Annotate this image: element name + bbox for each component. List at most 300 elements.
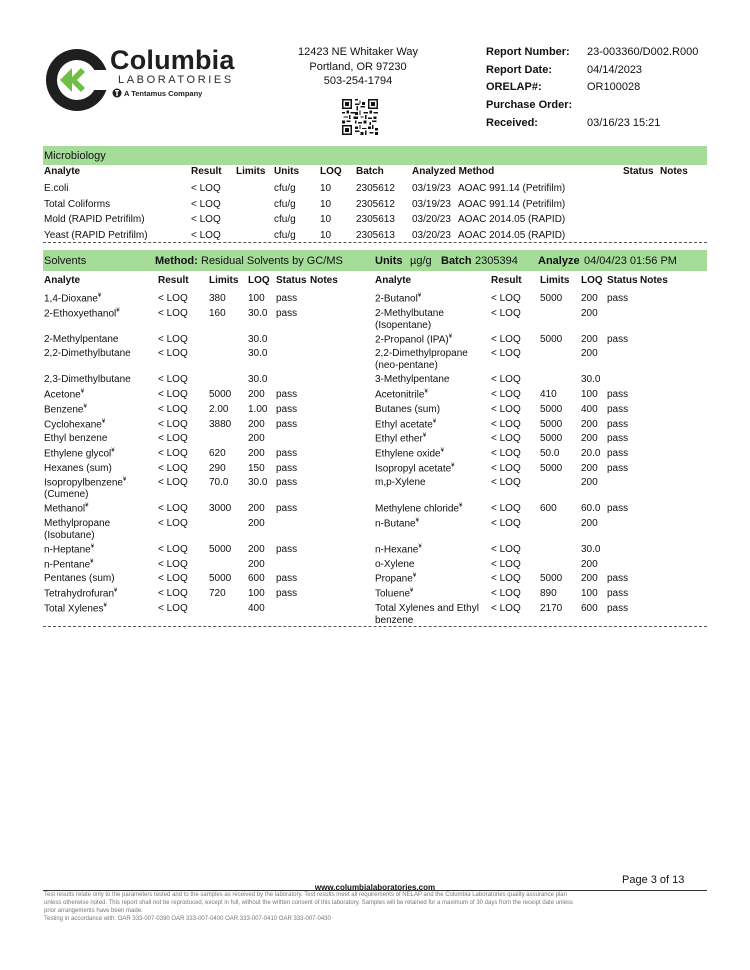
report-info-label: Received: [486, 116, 538, 129]
accreditation-mark: ¥ [83, 403, 87, 410]
report-info-row [486, 45, 716, 63]
micro-cell-units: cfu/g [274, 198, 296, 210]
solvent-loq: 200 [581, 307, 598, 319]
address-line1: 12423 NE Whitaker Way [297, 46, 419, 58]
solvent-analyte-name: Pentanes (sum) [44, 573, 115, 585]
solvent-analyte-name: m,p-Xylene [375, 477, 426, 489]
disclaimer-line: unless otherwise noted. This report shall not be reproduced, except in full, without the written consent of this laboratory. Samples will be retained for a maximum of 30 days from the receipt date unless [44, 900, 574, 906]
solvent-analyte [44, 463, 112, 474]
solvent-analyte-line2: (Cumene) [44, 489, 89, 501]
solvent-loq: 60.0 [581, 503, 601, 515]
report-info-value: 23-003360/D002.R000 [587, 46, 699, 58]
micro-cell-units: cfu/g [274, 229, 296, 241]
solvent-status: pass [276, 503, 298, 515]
report-info-row [486, 80, 716, 98]
solvent-result: < LOQ [491, 403, 521, 415]
solvent-result: < LOQ [158, 389, 188, 401]
solvent-limits: 3000 [209, 503, 232, 515]
solvent-result: < LOQ [158, 447, 188, 459]
solvent-analyte-name: 2,3-Dimethylbutane [44, 374, 131, 386]
solvent-status: pass [607, 389, 629, 401]
solvents-batch-value: 2305394 [475, 255, 518, 267]
solvent-result: < LOQ [158, 573, 188, 585]
report-info-label: Purchase Order: [486, 99, 573, 112]
micro-header-status: Status [623, 166, 654, 177]
solvent-analyte-name: n-Heptane [44, 544, 91, 556]
solvent-loq: 200 [248, 447, 265, 459]
solvent-analyte [44, 448, 115, 459]
solvents-units-value: µg/g [410, 255, 432, 267]
accreditation-mark: ¥ [116, 307, 120, 314]
solvent-loq: 400 [248, 602, 265, 614]
report-info-label: Report Date: [486, 63, 553, 76]
solvent-status: pass [607, 573, 629, 585]
solvent-analyte-line2: (neo-pentane) [375, 360, 438, 372]
solvent-result: < LOQ [491, 374, 521, 386]
solvent-analyte [375, 503, 462, 514]
solvent-analyte [44, 518, 110, 529]
address-line2: Portland, OR 97230 [309, 60, 407, 73]
accreditation-mark: ¥ [111, 447, 115, 454]
logo-subtitle: LABORATORIES [118, 74, 234, 86]
micro-cell-loq: 10 [320, 229, 332, 241]
solvents-batch-label: Batch [441, 255, 472, 267]
solvent-result: < LOQ [158, 602, 188, 614]
solvent-limits: 5000 [540, 573, 563, 585]
accreditation-mark: ¥ [417, 293, 422, 299]
micro-cell-analyte: E.coli [44, 183, 69, 194]
solvent-status: pass [276, 307, 298, 319]
solvent-status: pass [607, 447, 629, 459]
solvents-divider [43, 626, 707, 627]
solvents-analyze-label: Analyze [538, 255, 580, 267]
solvent-loq: 30.0 [248, 374, 268, 386]
solvent-loq: 200 [581, 348, 598, 360]
micro-header-units: Units [274, 166, 299, 177]
solvent-limits: 2170 [540, 602, 563, 614]
lab-address [288, 45, 428, 89]
solvent-analyte-name: n-Hexane [375, 544, 419, 556]
micro-cell-units: cfu/g [274, 183, 296, 194]
solvent-status: pass [607, 333, 629, 345]
solvent-loq: 20.0 [581, 447, 601, 459]
solvent-status: pass [276, 544, 298, 555]
solvent-analyte [375, 404, 440, 415]
solvents-title: Solvents [44, 255, 87, 267]
solvent-result: < LOQ [158, 293, 188, 304]
solvents-header-loq: LOQ [248, 275, 270, 286]
micro-cell-analyte: Yeast (RAPID Petrifilm) [44, 229, 148, 241]
columbia-c-logo-icon [44, 44, 110, 116]
solvent-analyte [375, 588, 413, 599]
solvent-analyte [375, 559, 414, 570]
solvent-result: < LOQ [491, 433, 521, 445]
micro-header-analyte: Analyte [44, 166, 81, 177]
solvent-limits: 5000 [540, 433, 563, 445]
accreditation-mark: ¥ [97, 293, 102, 299]
solvent-analyte [44, 544, 94, 555]
accreditation-mark: ¥ [101, 418, 106, 425]
disclaimer-line: prior arrangements have been made. [44, 908, 143, 914]
solvent-analyte-name: n-Pentane [44, 559, 91, 571]
solvent-loq: 30.0 [581, 374, 601, 386]
solvent-analyte-name: Butanes (sum) [375, 403, 441, 415]
solvent-result: < LOQ [491, 503, 521, 515]
solvents-method-value: Residual Solvents by GC/MS [201, 255, 343, 267]
solvent-analyte [375, 448, 444, 459]
solvent-analyte-name: 1,4-Dioxane [44, 293, 98, 305]
solvent-loq: 200 [248, 558, 265, 570]
solvent-analyte [44, 404, 87, 415]
micro-cell-loq: 10 [320, 214, 332, 225]
solvent-analyte-name: o-Xylene [375, 558, 415, 570]
report-info-value: 03/16/23 15:21 [587, 116, 661, 129]
micro-cell-result: < LOQ [191, 198, 221, 210]
solvent-analyte [375, 463, 455, 474]
page-number: Page 3 of 13 [622, 874, 685, 886]
solvent-loq: 200 [248, 503, 265, 515]
solvents-header-limits: Limits [540, 275, 570, 286]
solvent-status: pass [276, 573, 298, 585]
solvent-analyte [44, 559, 94, 570]
solvent-status: pass [607, 433, 629, 445]
solvent-result: < LOQ [158, 348, 188, 360]
micro-header-method: Analyzed Method [412, 166, 495, 177]
micro-cell-date: 03/20/23 [412, 229, 451, 241]
solvent-analyte [44, 433, 107, 444]
solvent-analyte [375, 518, 419, 529]
accreditation-mark: ¥ [422, 433, 427, 440]
solvent-analyte [375, 334, 452, 345]
solvent-limits: 160 [209, 307, 226, 319]
solvent-analyte [44, 308, 120, 319]
solvent-analyte-name: Toluene [375, 588, 411, 600]
solvent-result: < LOQ [158, 403, 188, 415]
solvent-result: < LOQ [158, 433, 188, 445]
solvent-limits: 720 [209, 588, 226, 600]
solvent-result: < LOQ [158, 558, 188, 570]
micro-cell-batch: 2305612 [356, 183, 395, 194]
micro-cell-analyte: Mold (RAPID Petrifilm) [44, 214, 145, 225]
solvent-analyte-name: 2-Ethoxyethanol [44, 308, 117, 320]
solvent-analyte-line2: (Isopentane) [375, 319, 432, 331]
solvent-analyte-name: Benzene [44, 404, 84, 416]
micro-cell-method: AOAC 991.14 (Petrifilm) [458, 183, 566, 194]
solvent-result: < LOQ [491, 333, 521, 345]
report-info [486, 45, 716, 133]
solvent-loq: 200 [581, 462, 598, 474]
solvent-result: < LOQ [158, 544, 188, 555]
accreditation-mark: ¥ [85, 503, 89, 510]
solvent-result: < LOQ [491, 518, 521, 529]
accreditation-mark: ¥ [80, 389, 85, 396]
accreditation-mark: ¥ [440, 447, 444, 454]
solvent-limits: 620 [209, 447, 226, 459]
accreditation-mark: ¥ [415, 518, 419, 524]
solvent-analyte [375, 308, 444, 319]
solvent-analyte-name: 2,2-Dimethylbutane [44, 348, 131, 360]
micro-header-notes: Notes [660, 166, 688, 177]
solvent-result: < LOQ [158, 418, 188, 430]
micro-cell-batch: 2305613 [356, 229, 395, 241]
micro-header-loq: LOQ [320, 166, 342, 177]
solvent-analyte-name: Isopropyl acetate [375, 462, 452, 474]
solvent-analyte-name: 3-Methylpentane [375, 374, 450, 386]
solvents-header-result: Result [491, 275, 522, 286]
solvent-status: pass [276, 477, 298, 489]
solvent-analyte-name: 2,2-Dimethylpropane [375, 348, 468, 360]
accreditation-mark: ¥ [90, 558, 94, 565]
microbiology-section-bar [43, 146, 707, 165]
solvent-loq: 100 [581, 588, 598, 600]
micro-cell-method: AOAC 2014.05 (RAPID) [458, 229, 566, 241]
solvent-loq: 200 [581, 573, 598, 585]
solvent-status: pass [276, 293, 298, 304]
solvent-loq: 100 [248, 293, 265, 304]
solvent-loq: 200 [581, 333, 598, 345]
micro-cell-date: 03/19/23 [412, 198, 451, 210]
report-info-row [486, 63, 716, 81]
solvent-result: < LOQ [158, 333, 188, 345]
solvent-limits: 5000 [540, 418, 563, 430]
micro-header-batch: Batch [356, 166, 384, 177]
report-info-value: OR100028 [587, 81, 641, 94]
solvent-result: < LOQ [491, 544, 521, 555]
solvent-result: < LOQ [158, 307, 188, 319]
solvent-analyte-name: Hexanes (sum) [44, 462, 112, 474]
solvent-status: pass [276, 447, 298, 459]
accreditation-mark: ¥ [412, 573, 417, 580]
solvent-analyte-name: Methanol [44, 503, 86, 515]
solvent-status: pass [607, 588, 629, 600]
solvent-analyte [44, 503, 88, 514]
report-info-label: Report Number: [486, 46, 570, 58]
micro-header-limits: Limits [236, 166, 266, 177]
report-info-row [486, 116, 716, 134]
solvent-analyte-name: 2-Propanol (IPA) [375, 334, 449, 346]
accreditation-mark: ¥ [458, 503, 463, 510]
solvent-limits: 2.00 [209, 403, 229, 415]
solvent-loq: 200 [581, 477, 598, 489]
report-info-label: ORELAP#: [486, 81, 542, 94]
micro-cell-analyte: Total Coliforms [44, 198, 111, 210]
solvent-result: < LOQ [158, 503, 188, 515]
solvent-analyte-name: Total Xylenes and Ethyl [375, 602, 479, 614]
micro-header-result: Result [191, 166, 222, 177]
solvent-result: < LOQ [491, 588, 521, 600]
solvent-status: pass [276, 462, 298, 474]
report-info-row [486, 98, 716, 116]
solvent-limits: 5000 [209, 389, 232, 401]
footer-url[interactable]: www.columbialaboratories.com [314, 883, 436, 892]
company-logo [44, 44, 244, 116]
solvent-loq: 200 [248, 518, 265, 529]
solvent-limits: 890 [540, 588, 557, 600]
solvent-result: < LOQ [158, 374, 188, 386]
solvent-analyte-name: Acetone [44, 389, 81, 401]
solvent-result: < LOQ [158, 518, 188, 529]
solvent-loq: 600 [581, 602, 598, 614]
accreditation-mark: ¥ [90, 544, 95, 550]
solvent-loq: 30.0 [248, 307, 268, 319]
solvent-result: < LOQ [491, 307, 521, 319]
solvent-analyte [375, 544, 422, 555]
solvent-result: < LOQ [158, 477, 188, 489]
solvent-analyte [44, 588, 117, 599]
solvents-analyze-value: 04/04/23 01:56 PM [584, 255, 677, 267]
solvent-analyte [375, 348, 468, 359]
solvent-analyte-name: Acetonitrile [375, 389, 425, 401]
solvent-loq: 200 [581, 293, 598, 304]
solvents-header-notes: Notes [310, 275, 338, 286]
solvents-header-notes: Notes [640, 275, 668, 286]
solvent-result: < LOQ [491, 418, 521, 430]
solvent-status: pass [607, 418, 629, 430]
logo-name: Columbia [110, 45, 235, 75]
solvent-limits: 50.0 [540, 447, 560, 459]
accreditation-mark: ¥ [448, 333, 453, 340]
solvents-header-loq: LOQ [581, 275, 603, 286]
footer-disclaimer [44, 891, 704, 923]
solvent-status: pass [607, 462, 629, 474]
solvent-limits: 5000 [540, 462, 563, 474]
solvent-limits: 5000 [540, 293, 563, 304]
solvent-loq: 100 [581, 389, 598, 401]
solvent-analyte [44, 477, 126, 488]
accreditation-mark: ¥ [432, 418, 437, 425]
solvent-analyte-name: 2-Butanol [375, 293, 418, 305]
solvent-loq: 150 [248, 462, 265, 474]
solvent-analyte [44, 334, 119, 345]
solvent-analyte-name: Propane [375, 573, 413, 585]
solvent-loq: 30.0 [248, 477, 268, 489]
solvent-loq: 30.0 [581, 544, 601, 555]
solvent-result: < LOQ [491, 389, 521, 401]
solvent-analyte-name: Total Xylenes [44, 603, 104, 615]
solvent-loq: 200 [248, 418, 265, 430]
micro-cell-units: cfu/g [274, 214, 296, 225]
accreditation-mark: ¥ [103, 602, 107, 609]
solvent-result: < LOQ [491, 447, 521, 459]
accreditation-mark: ¥ [418, 544, 422, 550]
microbiology-divider [43, 242, 707, 243]
solvent-loq: 200 [248, 433, 265, 445]
disclaimer-line: Testing in accordance with: OAR 333-007-0390 OAR 333-007-0400 OAR 333-007-0410 OAR 333-007-0430 [44, 916, 331, 922]
solvent-analyte-name: Cyclohexane [44, 418, 102, 430]
solvent-analyte-name: Ethylene glycol [44, 448, 112, 460]
solvent-limits: 290 [209, 462, 226, 474]
solvent-loq: 100 [248, 588, 265, 600]
solvents-header-result: Result [158, 275, 189, 286]
solvent-loq: 200 [248, 544, 265, 555]
report-info-value: 04/14/2023 [587, 63, 643, 76]
solvents-header-analyte: Analyte [44, 275, 81, 286]
solvent-limits: 3880 [209, 418, 232, 430]
address-phone: 503-254-1794 [323, 75, 393, 87]
micro-cell-result: < LOQ [191, 183, 221, 194]
solvent-status: pass [276, 389, 298, 401]
accreditation-mark: ¥ [122, 477, 127, 484]
solvent-analyte [44, 573, 115, 584]
micro-cell-result: < LOQ [191, 214, 221, 225]
solvent-analyte [375, 293, 421, 304]
solvent-analyte [44, 389, 84, 400]
solvent-loq: 30.0 [248, 333, 268, 345]
solvent-status: pass [607, 602, 629, 614]
solvent-status: pass [607, 403, 629, 415]
solvent-loq: 200 [581, 558, 598, 570]
solvent-loq: 1.00 [248, 403, 268, 415]
solvents-header-limits: Limits [209, 275, 239, 286]
solvent-analyte-name: 2-Methylpentane [44, 333, 119, 345]
microbiology-title: Microbiology [44, 150, 106, 162]
solvent-loq: 30.0 [248, 348, 268, 360]
accreditation-mark: ¥ [114, 588, 118, 595]
solvents-section-bar [43, 250, 707, 271]
solvent-status: pass [276, 403, 298, 415]
solvent-result: < LOQ [491, 477, 521, 489]
solvent-loq: 200 [581, 518, 598, 529]
solvent-analyte-name: Ethyl acetate [375, 418, 433, 430]
solvent-analyte [375, 389, 428, 400]
solvent-status: pass [607, 293, 629, 304]
logo-tagline: A Tentamus Company [124, 89, 203, 98]
solvent-result: < LOQ [491, 348, 521, 360]
solvent-result: < LOQ [158, 462, 188, 474]
solvent-analyte [44, 348, 131, 359]
solvents-units-label: Units [375, 255, 403, 267]
accreditation-mark: ¥ [451, 462, 455, 469]
solvent-limits: 70.0 [209, 477, 229, 489]
solvent-analyte-name: 2-Methylbutane [375, 307, 444, 319]
accreditation-mark: ¥ [410, 588, 414, 595]
solvent-analyte-line2: benzene [375, 614, 414, 626]
solvent-limits: 5000 [540, 403, 563, 415]
solvent-analyte [44, 374, 131, 385]
solvent-analyte-name: Methylpropane [44, 518, 111, 529]
solvent-limits: 600 [540, 503, 557, 515]
solvent-analyte [44, 419, 105, 430]
solvent-loq: 200 [581, 418, 598, 430]
solvent-result: < LOQ [491, 558, 521, 570]
solvent-result: < LOQ [491, 462, 521, 474]
micro-cell-date: 03/19/23 [412, 183, 451, 194]
solvent-result: < LOQ [491, 573, 521, 585]
solvents-header-analyte: Analyte [375, 275, 412, 286]
solvents-header-status: Status [276, 275, 307, 286]
solvent-result: < LOQ [158, 588, 188, 600]
solvent-limits: 5000 [209, 544, 232, 555]
solvent-limits: 5000 [540, 333, 563, 345]
solvent-analyte [44, 293, 101, 304]
solvent-status: pass [276, 418, 298, 430]
solvent-analyte-name: Tetrahydrofuran [44, 588, 115, 600]
solvent-analyte [375, 603, 479, 614]
solvent-analyte-name: Methylene chloride [375, 503, 459, 515]
solvent-loq: 200 [581, 433, 598, 445]
micro-cell-result: < LOQ [191, 229, 221, 241]
solvent-status: pass [607, 503, 629, 515]
solvent-limits: 5000 [209, 573, 232, 585]
solvent-loq: 400 [581, 403, 598, 415]
solvents-method-label: Method: [155, 255, 198, 267]
solvent-analyte [375, 477, 426, 488]
solvent-analyte-line2: (Isobutane) [44, 530, 95, 541]
micro-cell-loq: 10 [320, 198, 332, 210]
micro-cell-batch: 2305612 [356, 198, 395, 210]
solvent-result: < LOQ [491, 602, 521, 614]
solvent-analyte-name: n-Butane [375, 518, 416, 530]
